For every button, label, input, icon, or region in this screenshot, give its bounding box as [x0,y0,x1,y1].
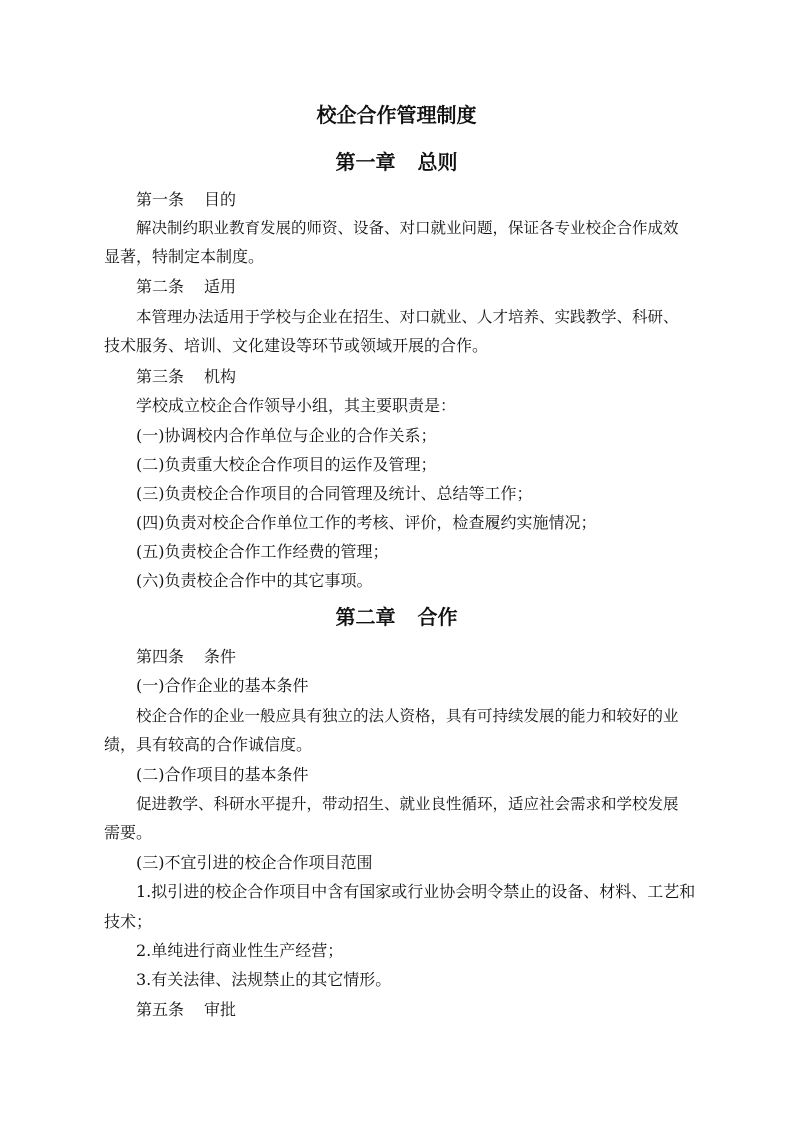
article-1-paragraph-line-1: 解决制约职业教育发展的师资、设备、对口就业问题，保证各专业校企合作成效 [136,219,679,237]
article-3-name: 机构 [204,367,237,386]
article-1-name: 目的 [204,190,237,209]
article-1-heading [136,188,236,212]
article-3-duty-5: (五)负责校企合作工作经费的管理； [136,542,389,561]
chapter-2-heading [0,602,793,632]
article-3-duty-2: (二)负责重大校企合作项目的运作及管理； [136,455,437,474]
article-2-paragraph-line-1: 本管理办法适用于学校与企业在招生、对口就业、人才培养、实践教学、科研、 [136,308,679,326]
chapter-1-heading [0,147,793,177]
article-5-number: 第五条 [136,1000,185,1019]
article-4-item-2: 2.单纯进行商业性生产经营； [136,941,344,960]
article-3-duty-6: (六)负责校企合作中的其它事项。 [136,571,373,590]
article-4-subsection-2-line-2: 需要。 [104,823,153,842]
article-1-paragraph-line-2: 显著，特制定本制度。 [104,247,265,266]
article-4-heading [136,645,236,669]
chapter-1-number: 第一章 [335,150,396,174]
article-4-item-3: 3.有关法律、法规禁止的其它情形。 [136,970,392,989]
article-4-subsection-1-line-2: 绩，具有较高的合作诚信度。 [104,735,313,754]
article-3-number: 第三条 [136,367,185,386]
document-title: 校企合作管理制度 [316,103,477,127]
article-4-item-1-line-2: 技术； [104,912,153,931]
article-4-item-1-line-1: 1.拟引进的校企合作项目中含有国家或行业协会明令禁止的设备、材料、工艺和 [136,882,696,901]
article-4-number: 第四条 [136,647,185,666]
article-3-duty-4: (四)负责对校企合作单位工作的考核、评价，检查履约实施情况； [136,513,597,532]
article-4-subsection-2-title: (二)合作项目的基本条件 [136,765,309,784]
article-3-duty-3: (三)负责校企合作项目的合同管理及统计、总结等工作； [136,484,533,503]
article-4-subsection-2-line-1: 促进教学、科研水平提升，带动招生、就业良性循环，适应社会需求和学校发展 [136,795,679,813]
article-2-name: 适用 [204,277,237,296]
article-2-paragraph-line-2: 技术服务、培训、文化建设等环节或领域开展的合作。 [104,336,489,355]
article-4-subsection-1-title: (一)合作企业的基本条件 [136,676,309,695]
article-3-intro: 学校成立校企合作领导小组，其主要职责是： [136,396,457,415]
article-5-name: 审批 [204,1000,237,1019]
article-5-heading [136,998,236,1022]
article-4-subsection-1-line-1: 校企合作的企业一般应具有独立的法人资格，具有可持续发展的能力和较好的业 [136,707,679,725]
article-4-subsection-3-title: (三)不宜引进的校企合作项目范围 [136,853,373,872]
article-4-name: 条件 [204,647,237,666]
article-2-number: 第二条 [136,277,185,296]
chapter-2-name: 合作 [417,605,458,629]
article-1-number: 第一条 [136,190,185,209]
article-2-heading [136,275,236,299]
chapter-1-name: 总则 [417,150,458,174]
chapter-2-number: 第二章 [335,605,396,629]
article-3-duty-1: (一)协调校内合作单位与企业的合作关系； [136,426,437,445]
article-3-heading [136,365,236,389]
